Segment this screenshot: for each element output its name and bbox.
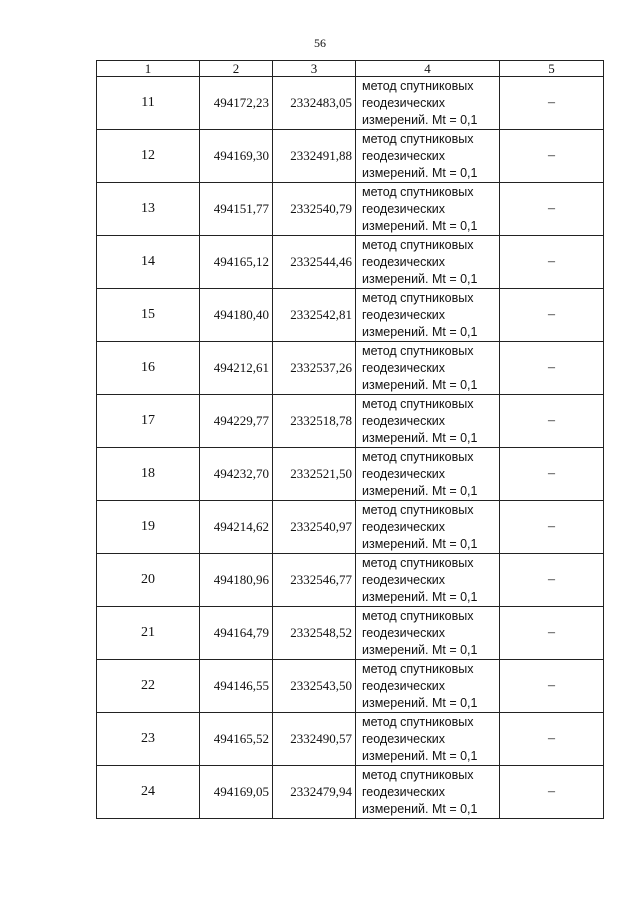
method-line: измерений. Mt = 0,1 (362, 642, 478, 657)
note-cell: – (500, 183, 604, 236)
method-cell (356, 77, 500, 130)
point-number-cell: 14 (97, 236, 200, 289)
method-line: измерений. Mt = 0,1 (362, 536, 478, 551)
x-coordinate-cell: 494169,05 (200, 766, 273, 819)
method-cell (356, 554, 500, 607)
method-cell (356, 713, 500, 766)
method-line: геодезических (362, 784, 446, 799)
point-number-cell: 13 (97, 183, 200, 236)
y-coordinate-cell: 2332540,97 (273, 501, 356, 554)
x-coordinate-cell: 494180,96 (200, 554, 273, 607)
header-col-5: 5 (500, 61, 604, 77)
method-line: геодезических (362, 519, 446, 534)
method-line: геодезических (362, 678, 446, 693)
method-line: геодезических (362, 254, 446, 269)
note-cell: – (500, 607, 604, 660)
x-coordinate-cell: 494229,77 (200, 395, 273, 448)
method-cell (356, 289, 500, 342)
x-coordinate-cell: 494180,40 (200, 289, 273, 342)
method-line: геодезических (362, 625, 446, 640)
point-number-cell: 24 (97, 766, 200, 819)
method-line: метод спутниковых (362, 396, 474, 411)
method-line: метод спутниковых (362, 449, 474, 464)
method-cell (356, 130, 500, 183)
method-cell (356, 501, 500, 554)
table-body (97, 77, 604, 819)
table-header-row (97, 61, 604, 77)
y-coordinate-cell: 2332521,50 (273, 448, 356, 501)
x-coordinate-cell: 494232,70 (200, 448, 273, 501)
method-line: метод спутниковых (362, 714, 474, 729)
note-cell: – (500, 130, 604, 183)
x-coordinate-cell: 494212,61 (200, 342, 273, 395)
method-line: геодезических (362, 731, 446, 746)
method-line: геодезических (362, 307, 446, 322)
table-row (97, 77, 604, 130)
point-number-cell: 23 (97, 713, 200, 766)
point-number-cell: 20 (97, 554, 200, 607)
y-coordinate-cell: 2332479,94 (273, 766, 356, 819)
method-line: измерений. Mt = 0,1 (362, 165, 478, 180)
y-coordinate-cell: 2332540,79 (273, 183, 356, 236)
table-row (97, 130, 604, 183)
y-coordinate-cell: 2332544,46 (273, 236, 356, 289)
point-number-cell: 19 (97, 501, 200, 554)
table-row (97, 554, 604, 607)
method-line: измерений. Mt = 0,1 (362, 589, 478, 604)
method-line: измерений. Mt = 0,1 (362, 801, 478, 816)
table-row (97, 289, 604, 342)
note-cell: – (500, 554, 604, 607)
coordinates-table (96, 60, 604, 819)
method-line: метод спутниковых (362, 290, 474, 305)
note-cell: – (500, 289, 604, 342)
method-line: геодезических (362, 466, 446, 481)
table-row (97, 607, 604, 660)
header-col-1: 1 (97, 61, 200, 77)
method-line: метод спутниковых (362, 608, 474, 623)
method-cell (356, 236, 500, 289)
y-coordinate-cell: 2332490,57 (273, 713, 356, 766)
point-number-cell: 11 (97, 77, 200, 130)
note-cell: – (500, 713, 604, 766)
table-row (97, 183, 604, 236)
note-cell: – (500, 77, 604, 130)
method-line: измерений. Mt = 0,1 (362, 483, 478, 498)
method-line: геодезических (362, 201, 446, 216)
table-row (97, 713, 604, 766)
x-coordinate-cell: 494164,79 (200, 607, 273, 660)
method-cell (356, 395, 500, 448)
method-cell (356, 448, 500, 501)
method-line: геодезических (362, 148, 446, 163)
method-line: метод спутниковых (362, 343, 474, 358)
y-coordinate-cell: 2332548,52 (273, 607, 356, 660)
x-coordinate-cell: 494151,77 (200, 183, 273, 236)
method-line: метод спутниковых (362, 661, 474, 676)
note-cell: – (500, 236, 604, 289)
note-cell: – (500, 660, 604, 713)
table-row (97, 448, 604, 501)
page-number: 56 (314, 36, 326, 50)
table-row (97, 501, 604, 554)
y-coordinate-cell: 2332483,05 (273, 77, 356, 130)
y-coordinate-cell: 2332518,78 (273, 395, 356, 448)
x-coordinate-cell: 494165,52 (200, 713, 273, 766)
note-cell: – (500, 766, 604, 819)
table-row (97, 766, 604, 819)
method-cell (356, 342, 500, 395)
point-number-cell: 22 (97, 660, 200, 713)
method-line: геодезических (362, 360, 446, 375)
method-line: геодезических (362, 95, 446, 110)
method-line: измерений. Mt = 0,1 (362, 748, 478, 763)
header-col-4: 4 (356, 61, 500, 77)
header-col-3: 3 (273, 61, 356, 77)
point-number-cell: 21 (97, 607, 200, 660)
table-row (97, 236, 604, 289)
method-cell (356, 183, 500, 236)
y-coordinate-cell: 2332537,26 (273, 342, 356, 395)
point-number-cell: 18 (97, 448, 200, 501)
method-line: измерений. Mt = 0,1 (362, 430, 478, 445)
x-coordinate-cell: 494169,30 (200, 130, 273, 183)
x-coordinate-cell: 494172,23 (200, 77, 273, 130)
point-number-cell: 12 (97, 130, 200, 183)
method-line: измерений. Mt = 0,1 (362, 271, 478, 286)
method-line: метод спутниковых (362, 502, 474, 517)
point-number-cell: 16 (97, 342, 200, 395)
method-line: измерений. Mt = 0,1 (362, 695, 478, 710)
y-coordinate-cell: 2332542,81 (273, 289, 356, 342)
method-line: метод спутниковых (362, 555, 474, 570)
y-coordinate-cell: 2332543,50 (273, 660, 356, 713)
y-coordinate-cell: 2332546,77 (273, 554, 356, 607)
method-line: геодезических (362, 572, 446, 587)
x-coordinate-cell: 494146,55 (200, 660, 273, 713)
table-row (97, 342, 604, 395)
method-line: метод спутниковых (362, 184, 474, 199)
point-number-cell: 17 (97, 395, 200, 448)
method-line: измерений. Mt = 0,1 (362, 324, 478, 339)
x-coordinate-cell: 494165,12 (200, 236, 273, 289)
table-row (97, 660, 604, 713)
method-cell (356, 607, 500, 660)
method-cell (356, 766, 500, 819)
note-cell: – (500, 395, 604, 448)
method-line: геодезических (362, 413, 446, 428)
method-line: метод спутниковых (362, 767, 474, 782)
method-line: метод спутниковых (362, 237, 474, 252)
method-line: метод спутниковых (362, 131, 474, 146)
method-line: измерений. Mt = 0,1 (362, 112, 478, 127)
y-coordinate-cell: 2332491,88 (273, 130, 356, 183)
method-line: метод спутниковых (362, 78, 474, 93)
method-line: измерений. Mt = 0,1 (362, 377, 478, 392)
method-line: измерений. Mt = 0,1 (362, 218, 478, 233)
x-coordinate-cell: 494214,62 (200, 501, 273, 554)
note-cell: – (500, 342, 604, 395)
point-number-cell: 15 (97, 289, 200, 342)
table-row (97, 395, 604, 448)
method-cell (356, 660, 500, 713)
header-col-2: 2 (200, 61, 273, 77)
note-cell: – (500, 448, 604, 501)
note-cell: – (500, 501, 604, 554)
